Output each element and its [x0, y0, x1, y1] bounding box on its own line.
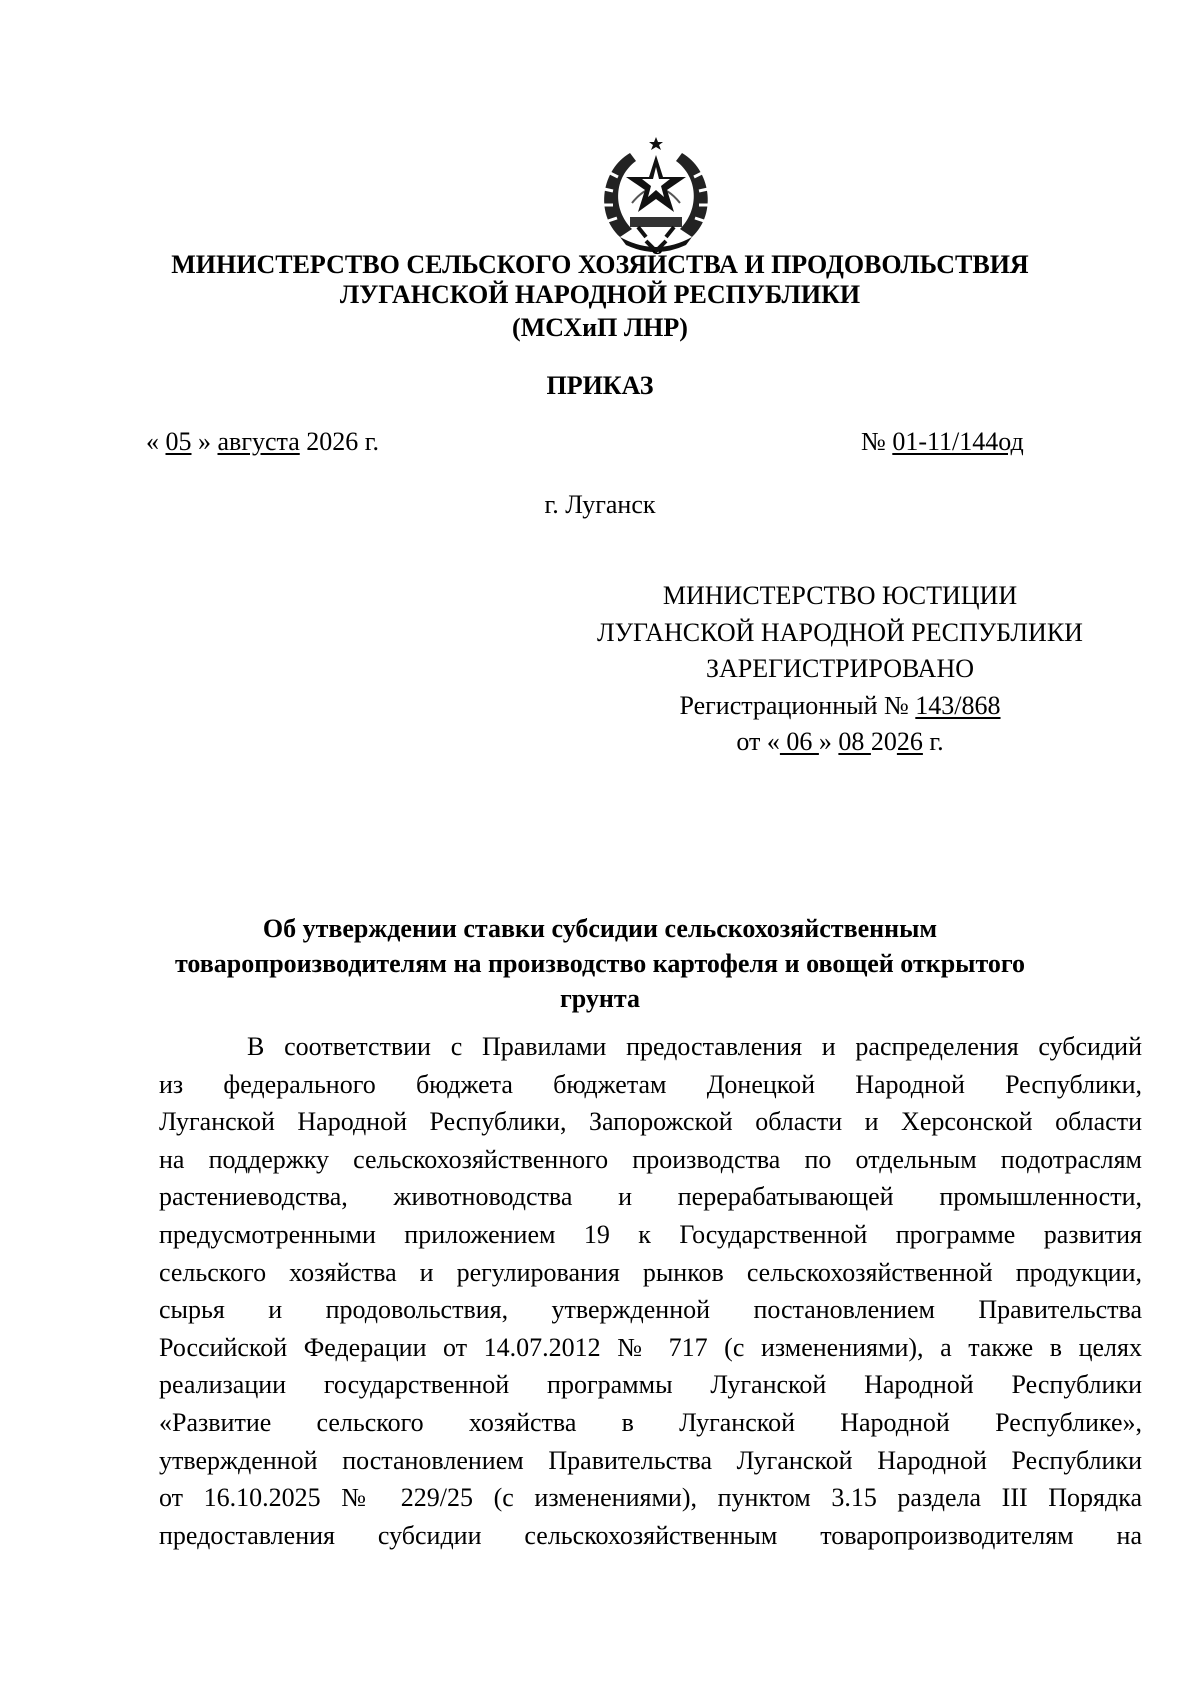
- body-line: «Развитие сельского хозяйства в Луганской Народной Республике»,: [159, 1407, 1142, 1437]
- registration-date: от « 06 » 08 2026 г.: [736, 727, 944, 756]
- body-line: предоставления субсидии сельскохозяйственным товаропроизводителям на: [159, 1520, 1142, 1550]
- body-line: сельского хозяйства и регулирования рынков сельскохозяйственной продукции,: [159, 1257, 1142, 1287]
- body-line: Российской Федерации от 14.07.2012 № 717 (с изменениями), а также в целях: [159, 1332, 1142, 1362]
- registration-number: Регистрационный № 143/868: [679, 690, 1001, 720]
- order-body: [159, 1028, 1142, 1554]
- registration-stamp: [560, 578, 1120, 761]
- ministry-abbreviation: (МСХиП ЛНР): [512, 313, 688, 342]
- ministry-name-line1: МИНИСТЕРСТВО СЕЛЬСКОГО ХОЗЯЙСТВА И ПРОДОВОЛЬСТВИЯ: [171, 250, 1029, 279]
- order-date-day: 05: [165, 427, 192, 456]
- body-line: от 16.10.2025 № 229/25 (с изменениями), пунктом 3.15 раздела III Порядка: [159, 1483, 1142, 1513]
- body-line: реализации государственной программы Луганской Народной Республики: [159, 1370, 1142, 1400]
- body-line: предусмотренными приложением 19 к Государственной программе развития: [159, 1219, 1142, 1249]
- body-line: В соответствии с Правилами предоставления и распределения субсидий: [247, 1032, 1142, 1061]
- emblem-icon: [590, 133, 722, 255]
- body-line: растениеводства, животноводства и перерабатывающей промышленности,: [159, 1182, 1142, 1212]
- registration-line2: ЛУГАНСКОЙ НАРОДНОЙ РЕСПУБЛИКИ: [597, 617, 1083, 647]
- order-number: № 01-11/144од: [861, 427, 1024, 456]
- body-line: на поддержку сельскохозяйственного производства по отдельным подотраслям: [159, 1144, 1142, 1174]
- ministry-name-line2: ЛУГАНСКОЙ НАРОДНОЙ РЕСПУБЛИКИ: [339, 280, 861, 309]
- body-line: утвержденной постановлением Правительства Луганской Народной Республики: [159, 1445, 1142, 1475]
- order-date-month: августа: [217, 427, 300, 456]
- registration-line1: МИНИСТЕРСТВО ЮСТИЦИИ: [662, 581, 1018, 610]
- order-title: Об утверждении ставки субсидии сельскохозяйственным товаропроизводителям на производство картофеля и овощей открытого грунта: [174, 914, 1026, 1013]
- order-date: « 05 » августа 2026 г.: [146, 427, 379, 456]
- body-line: из федерального бюджета бюджетам Донецкой Народной Республики,: [159, 1069, 1142, 1099]
- order-number-value: 01-11/144од: [892, 427, 1024, 456]
- body-line: Луганской Народной Республики, Запорожской области и Херсонской области: [159, 1107, 1142, 1137]
- body-line: сырья и продовольствия, утвержденной постановлением Правительства: [159, 1295, 1142, 1325]
- city: г. Луганск: [544, 490, 656, 519]
- registration-line3: ЗАРЕГИСТРИРОВАНО: [706, 654, 974, 683]
- document-type: ПРИКАЗ: [546, 371, 654, 400]
